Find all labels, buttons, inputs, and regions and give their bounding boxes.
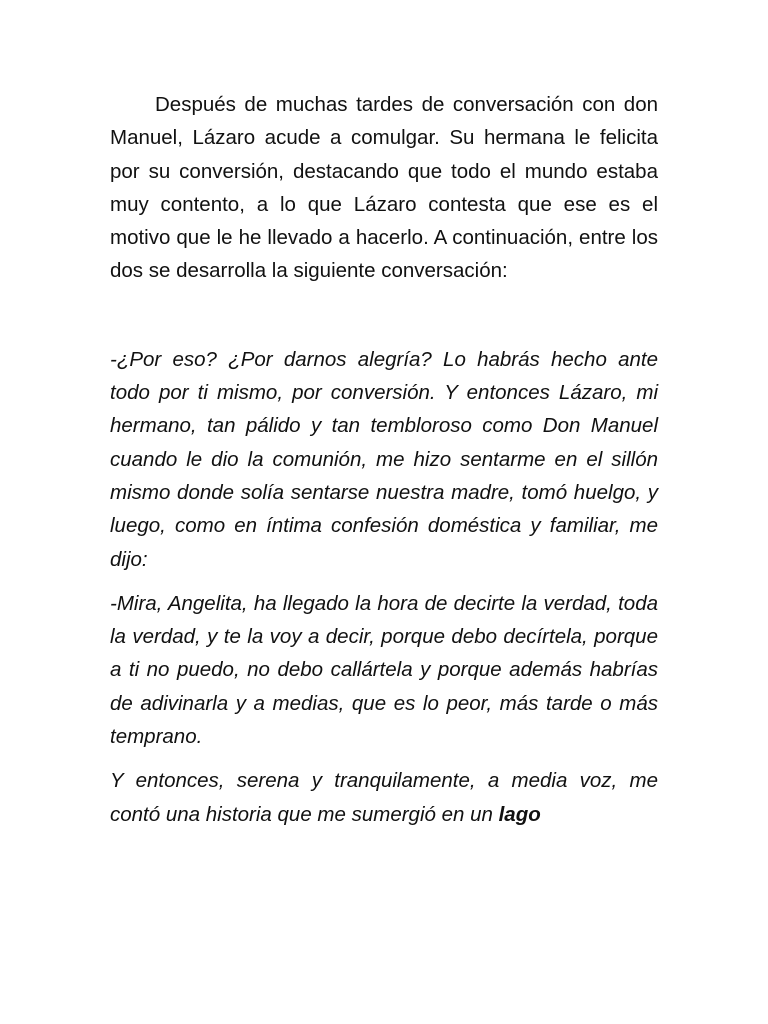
paragraph-quote-1: -¿Por eso? ¿Por darnos alegría? Lo habrás hecho ante todo por ti mismo, por conversión. Y entonces Lázaro, mi hermano, tan pálido y tan tembloroso como Don Manuel cuando le dio la comunión, me hizo sentarme en el sillón mismo donde solía sentarse nuestra madre, tomó huelgo, y luego, como en íntima confesión doméstica y familiar, me dijo: [110, 347, 658, 571]
paragraph-spacer [110, 288, 658, 343]
paragraph-quote-2: -Mira, Angelita, ha llegado la hora de decirte la verdad, toda la verdad, y te la voy a decir, porque debo decírtela, porque a ti no puedo, no debo callártela y porque además habrías de adivinarla y a medias, que es lo peor, más tarde o más temprano. [110, 591, 658, 749]
paragraph-quote-3 [110, 764, 658, 831]
bold-word: lago [498, 802, 541, 826]
paragraph-spacer [110, 753, 658, 764]
document-page [110, 88, 658, 831]
paragraph-intro: Después de muchas tardes de conversación con don Manuel, Lázaro acude a comulgar. Su hermana le felicita por su conversión, destacando que todo el mundo estaba muy contento, a lo que Lázaro contesta que ese es el motivo que le he llevado a hacerlo. A continuación, entre los dos se desarrolla la siguiente conversación: [110, 93, 658, 283]
paragraph-spacer [110, 576, 658, 587]
paragraph-quote-3-text: Y entonces, serena y tranquilamente, a media voz, me contó una historia que me sumergió en un [110, 769, 658, 826]
